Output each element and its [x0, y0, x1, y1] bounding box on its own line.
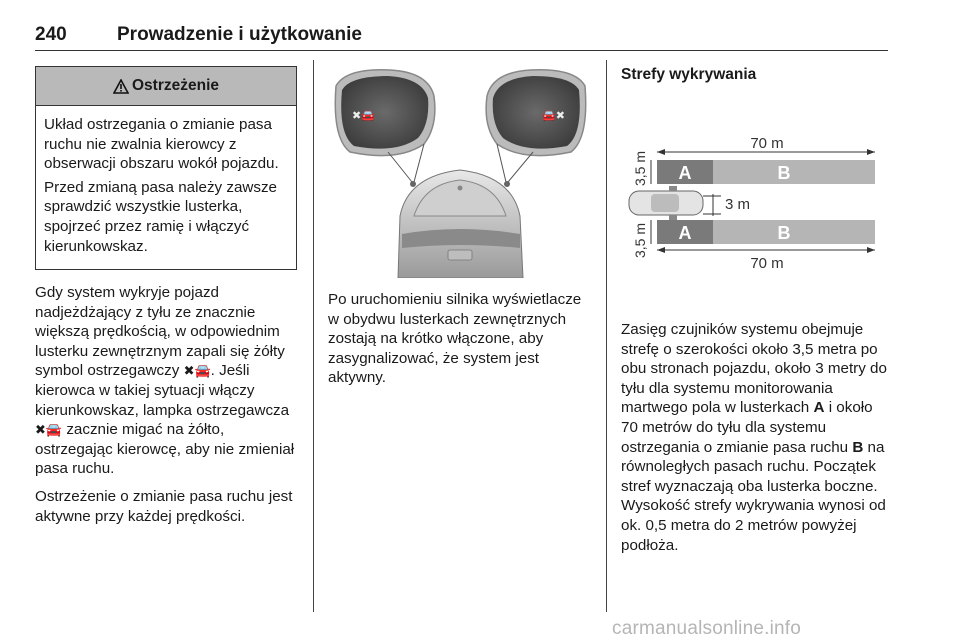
watermark: carmanualsonline.info: [612, 618, 802, 639]
bottom-range-label: 70 m: [750, 255, 784, 272]
zone-b-ref: B: [852, 438, 864, 456]
zone-b-label: B: [777, 163, 791, 183]
text-run: Zasięg czujników systemu obejmuje strefę o szerokości około 3,5 metra po obu stronach pojazdu, około 3 metry do tyłu dla systemu monitorowania martwego pola w lusterkach: [621, 321, 887, 417]
middle-column-text: [328, 290, 593, 396]
zone-b-bottom: [713, 220, 875, 244]
left-column-text: [35, 283, 300, 534]
paragraph: [621, 320, 889, 555]
detection-zones-diagram: [621, 96, 884, 304]
paragraph: Ostrzeżenie o zmianie pasa ruchu jest aktywne przy każdej prędkości.: [35, 487, 293, 525]
paragraph: Po uruchomieniu silnika wyświetlacze w obydwu lusterkach zewnętrznych zostają na krótko włączone, aby zasygnalizować, że system jest aktywny.: [328, 291, 582, 387]
column-divider: [606, 60, 607, 612]
width-top-label: 3,5 m: [632, 150, 648, 186]
zone-b-label: B: [777, 223, 791, 243]
section-title: Strefy wykrywania: [621, 66, 757, 83]
warning-title: Ostrzeżenie: [131, 77, 219, 94]
warning-body: [36, 106, 296, 256]
zone-a-label: A: [678, 163, 692, 183]
width-bottom-label: 3,5 m: [632, 222, 648, 258]
svg-text:✖🚘: ✖🚘: [352, 109, 375, 122]
zone-a-label: A: [678, 223, 692, 243]
column-divider: [313, 60, 314, 612]
lane-change-warning-icon: ✖🚘: [35, 422, 63, 438]
text-run: na równoległych pasach ruchu. Początek stref wyznaczają oba lusterka boczne. Wysokość strefy wykrywania wynosi od ok. 0,5 metra do 2 metrów powyżej podłoża.: [621, 438, 886, 554]
page-number: 240: [35, 24, 67, 45]
page-header: [35, 22, 888, 51]
lane-change-warning-icon: ✖🚘: [183, 363, 211, 379]
paragraph: [35, 283, 300, 479]
text-run: . Jeśli kierowca w takiej sytuacji włączy kierunkowskaz, lampka ostrzegawcza: [35, 362, 290, 419]
svg-text:🚘✖: 🚘✖: [542, 109, 565, 122]
car-top-view: [629, 186, 703, 220]
zone-a-ref: A: [813, 399, 825, 417]
warning-paragraph: Układ ostrzegania o zmianie pasa ruchu nie zwalnia kierowcy z obserwacji obszaru wokół pojazdu.: [44, 116, 279, 173]
text-run: i około 70 metrów do tyłu dla systemu ostrzegania o zmianie pasa ruchu: [621, 399, 873, 456]
warning-box: [35, 66, 297, 270]
warning-paragraph: Przed zmianą pasa należy zawsze sprawdzić wszystkie lusterka, spojrzeć przez ramię i włączyć kierunkowskaz.: [44, 178, 277, 255]
behind-distance-label: 3 m: [725, 196, 751, 213]
zone-b-top: [713, 160, 875, 184]
mirror-illustration: [328, 66, 593, 278]
text-run: Gdy system wykryje pojazd nadjeżdżający z tyłu ze znacznie większą prędkością, w odpowiednim lusterku zewnętrznym zapali się żółty symbol ostrzegawczy: [35, 284, 285, 380]
text-run: zacznie migać na żółto, ostrzegając kierowcę, aby nie zmieniał pasa ruchu.: [35, 421, 295, 478]
warning-triangle-icon: [113, 79, 129, 94]
top-range-label: 70 m: [750, 135, 784, 152]
right-column-text: [621, 320, 889, 563]
chapter-title: Prowadzenie i użytkowanie: [117, 24, 362, 45]
warning-header: [36, 67, 296, 106]
